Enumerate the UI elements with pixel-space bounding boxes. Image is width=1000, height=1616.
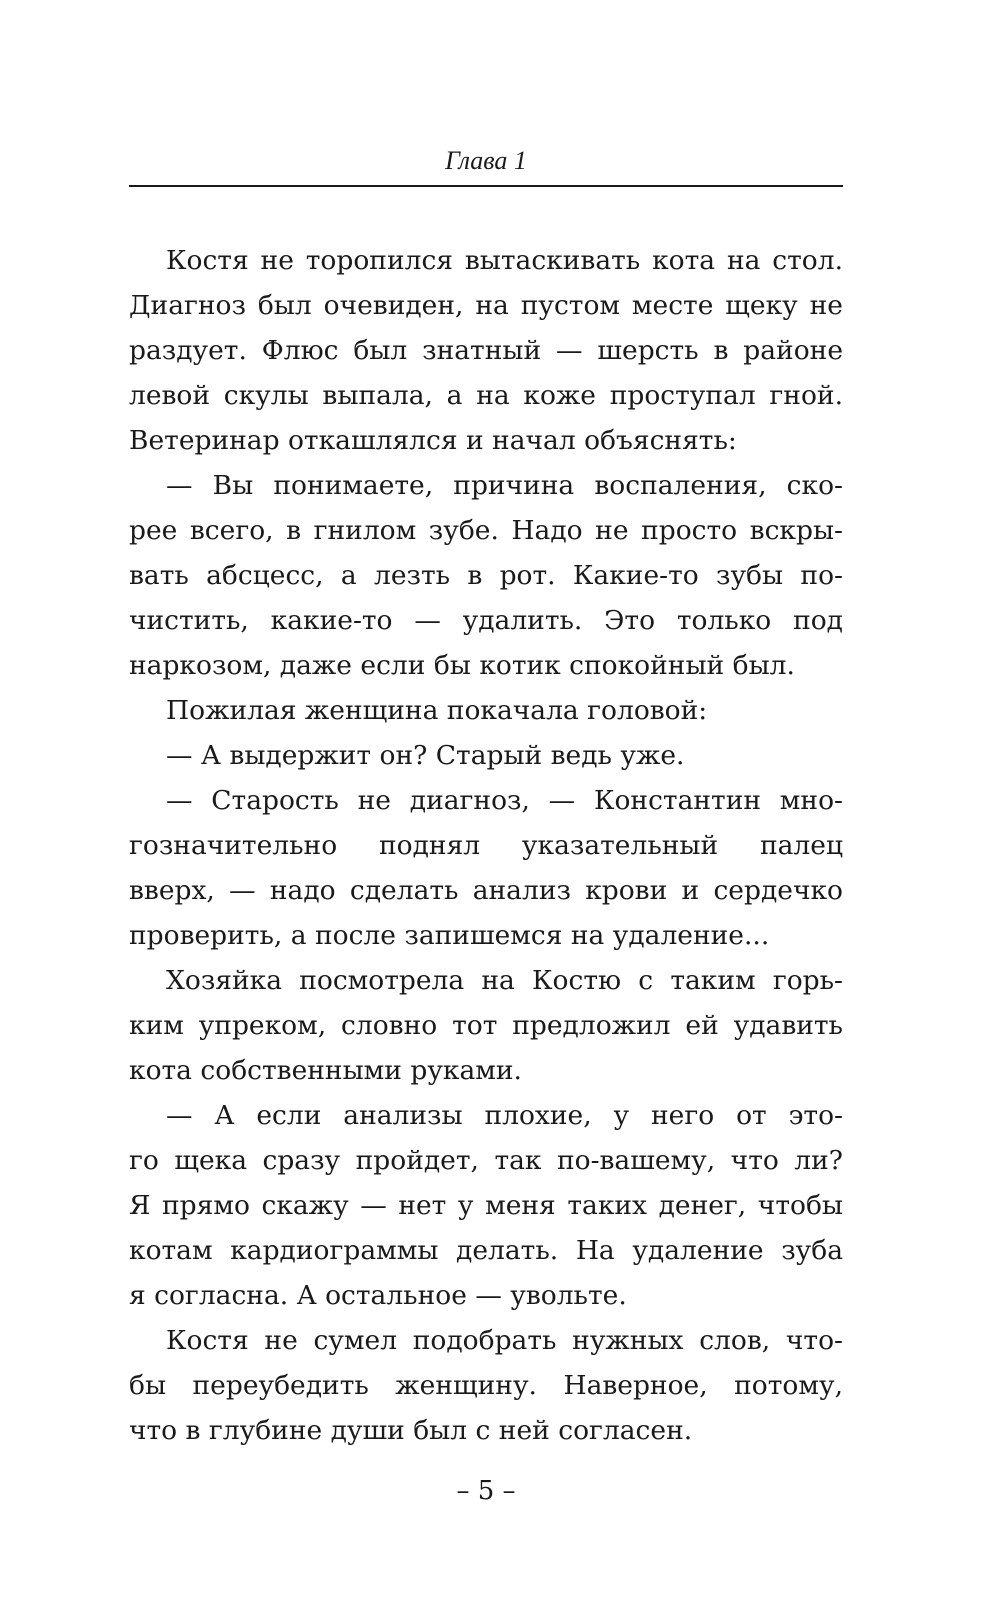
paragraph [129, 1318, 843, 1453]
paragraph [129, 688, 843, 733]
text-line: го щека сразу пройдет, так по-вашему, что ли? [129, 1145, 843, 1176]
paragraph [129, 463, 843, 688]
text-line: Хозяйка посмотрела на Костю с таким горь- [166, 965, 843, 996]
running-head-title: Глава 1 [445, 146, 527, 175]
paragraph [129, 1093, 843, 1318]
body-text [129, 238, 843, 1453]
text-line: ким упреком, словно тот предложил ей удавить [129, 1010, 843, 1041]
page-number: – 5 – [456, 1476, 516, 1506]
text-line: рее всего, в гнилом зубе. Надо не просто вскры- [129, 515, 843, 546]
text-line: вверх, — надо сделать анализ крови и сердечко [129, 875, 843, 906]
paragraph [129, 778, 843, 958]
text-line: котам кардиограммы делать. На удаление зуба [129, 1235, 843, 1266]
text-line: я согласна. А остальное — увольте. [129, 1280, 627, 1311]
text-line: раздует. Флюс был знатный — шерсть в районе [129, 335, 843, 366]
text-line: — Старость не диагноз, — Константин мно- [166, 785, 843, 816]
paragraph [129, 733, 843, 778]
paragraph [129, 238, 843, 463]
text-line: Ветеринар откашлялся и начал объяснять: [129, 425, 737, 456]
text-line: Костя не сумел подобрать нужных слов, что- [166, 1325, 843, 1356]
text-line: бы переубедить женщину. Наверное, потому, [129, 1370, 843, 1401]
text-line: левой скулы выпала, а на коже проступал гной. [129, 380, 843, 411]
text-line: Пожилая женщина покачала головой: [166, 695, 708, 726]
text-line: наркозом, даже если бы котик спокойный был. [129, 650, 795, 681]
text-line: вать абсцесс, а лезть в рот. Какие-то зубы по- [129, 560, 843, 591]
header-rule [129, 185, 843, 187]
text-line: что в глубине души был с ней согласен. [129, 1415, 693, 1446]
text-line: — А выдержит он? Старый ведь уже. [166, 740, 685, 771]
text-line: гозначительно поднял указательный палец [129, 830, 843, 861]
text-line: проверить, а после запишемся на удаление... [129, 920, 770, 951]
text-line: Диагноз был очевиден, на пустом месте щеку не [129, 290, 843, 321]
paragraph [129, 958, 843, 1093]
text-line: Я прямо скажу — нет у меня таких денег, чтобы [129, 1190, 843, 1221]
text-line: Костя не торопился вытаскивать кота на стол. [166, 245, 843, 276]
text-line: — А если анализы плохие, у него от это- [166, 1100, 843, 1131]
text-line: чистить, какие-то — удалить. Это только под [129, 605, 843, 636]
text-line: кота собственными руками. [129, 1055, 522, 1086]
text-line: — Вы понимаете, причина воспаления, ско- [166, 470, 843, 501]
